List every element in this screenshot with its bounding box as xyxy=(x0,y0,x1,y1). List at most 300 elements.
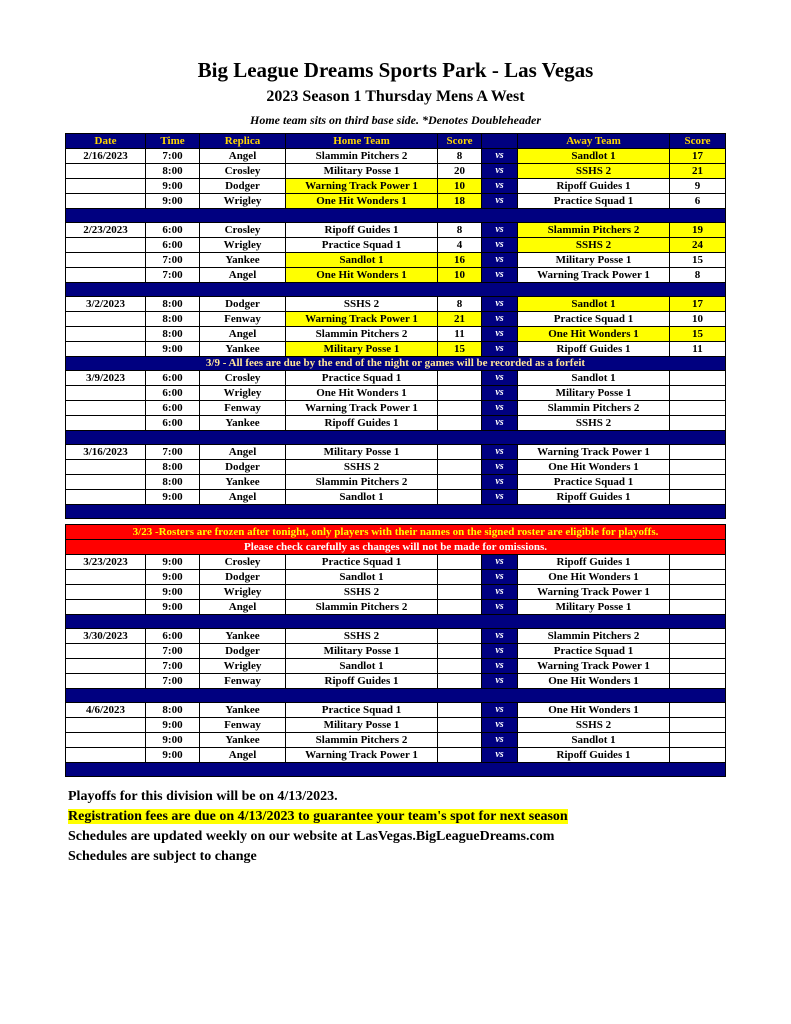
home-team-cell: Military Posse 1 xyxy=(286,718,438,733)
vs-cell: vs xyxy=(482,149,518,164)
away-team-cell: Warning Track Power 1 xyxy=(518,268,670,283)
home-team-cell: Sandlot 1 xyxy=(286,490,438,505)
away-score-cell xyxy=(670,475,726,490)
home-team-cell: Practice Squad 1 xyxy=(286,703,438,718)
time-cell: 7:00 xyxy=(146,644,200,659)
home-team-cell: Sandlot 1 xyxy=(286,570,438,585)
time-cell: 8:00 xyxy=(146,312,200,327)
away-score-cell xyxy=(670,600,726,615)
date-cell: 3/9/2023 xyxy=(66,371,146,386)
column-header-vs-spacer xyxy=(482,134,518,149)
game-row xyxy=(66,703,726,718)
time-cell: 7:00 xyxy=(146,445,200,460)
home-team-cell: Military Posse 1 xyxy=(286,644,438,659)
away-score-cell: 6 xyxy=(670,194,726,209)
replica-cell: Angel xyxy=(200,490,286,505)
replica-cell: Dodger xyxy=(200,644,286,659)
page-subtitle: 2023 Season 1 Thursday Mens A West xyxy=(266,88,525,105)
date-cell xyxy=(66,179,146,194)
replica-cell: Crosley xyxy=(200,164,286,179)
away-score-cell: 8 xyxy=(670,268,726,283)
home-score-cell xyxy=(438,600,482,615)
away-team-cell: Slammin Pitchers 2 xyxy=(518,223,670,238)
week-separator-row xyxy=(66,505,726,519)
away-team-cell: Military Posse 1 xyxy=(518,600,670,615)
week-separator xyxy=(66,689,726,703)
home-team-cell: One Hit Wonders 1 xyxy=(286,268,438,283)
roster-freeze-banner-line-2: Please check carefully as changes will not be made for omissions. xyxy=(66,540,726,555)
away-score-cell xyxy=(670,703,726,718)
away-score-cell: 17 xyxy=(670,297,726,312)
home-score-cell: 10 xyxy=(438,268,482,283)
game-row xyxy=(66,179,726,194)
home-team-cell: SSHS 2 xyxy=(286,297,438,312)
date-cell xyxy=(66,401,146,416)
away-team-cell: Slammin Pitchers 2 xyxy=(518,401,670,416)
away-team-cell: Ripoff Guides 1 xyxy=(518,555,670,570)
date-cell xyxy=(66,585,146,600)
home-team-cell: One Hit Wonders 1 xyxy=(286,194,438,209)
date-cell: 2/23/2023 xyxy=(66,223,146,238)
home-team-cell: Warning Track Power 1 xyxy=(286,401,438,416)
time-cell: 9:00 xyxy=(146,342,200,357)
away-score-cell xyxy=(670,570,726,585)
time-cell: 8:00 xyxy=(146,297,200,312)
replica-cell: Dodger xyxy=(200,460,286,475)
away-team-cell: Slammin Pitchers 2 xyxy=(518,629,670,644)
vs-cell: vs xyxy=(482,600,518,615)
vs-cell: vs xyxy=(482,164,518,179)
column-header-replica: Replica xyxy=(200,134,286,149)
game-row xyxy=(66,659,726,674)
away-score-cell xyxy=(670,644,726,659)
week-separator xyxy=(66,763,726,777)
home-team-cell: Military Posse 1 xyxy=(286,445,438,460)
away-team-cell: Sandlot 1 xyxy=(518,149,670,164)
away-score-cell xyxy=(670,733,726,748)
away-score-cell xyxy=(670,490,726,505)
away-score-cell: 17 xyxy=(670,149,726,164)
away-score-cell xyxy=(670,585,726,600)
vs-cell: vs xyxy=(482,644,518,659)
home-score-cell: 8 xyxy=(438,297,482,312)
game-row xyxy=(66,149,726,164)
replica-cell: Yankee xyxy=(200,733,286,748)
home-score-cell xyxy=(438,659,482,674)
time-cell: 9:00 xyxy=(146,600,200,615)
away-team-cell: Military Posse 1 xyxy=(518,253,670,268)
game-row xyxy=(66,371,726,386)
date-cell xyxy=(66,416,146,431)
replica-cell: Angel xyxy=(200,445,286,460)
vs-cell: vs xyxy=(482,371,518,386)
week-separator-row xyxy=(66,615,726,629)
date-cell xyxy=(66,644,146,659)
website-note: Schedules are updated weekly on our website at LasVegas.BigLeagueDreams.com xyxy=(68,829,555,844)
registration-fees-note: Registration fees are due on 4/13/2023 to guarantee your team's spot for next season xyxy=(68,809,568,824)
replica-cell: Fenway xyxy=(200,401,286,416)
home-score-cell xyxy=(438,570,482,585)
home-score-cell xyxy=(438,718,482,733)
time-cell: 9:00 xyxy=(146,733,200,748)
date-cell: 4/6/2023 xyxy=(66,703,146,718)
home-team-cell: Sandlot 1 xyxy=(286,659,438,674)
vs-cell: vs xyxy=(482,460,518,475)
game-row xyxy=(66,223,726,238)
home-team-cell: SSHS 2 xyxy=(286,629,438,644)
home-team-cell: Warning Track Power 1 xyxy=(286,312,438,327)
home-score-cell xyxy=(438,416,482,431)
game-row xyxy=(66,238,726,253)
away-team-cell: Ripoff Guides 1 xyxy=(518,490,670,505)
replica-cell: Dodger xyxy=(200,179,286,194)
home-team-cell: Slammin Pitchers 2 xyxy=(286,600,438,615)
time-cell: 9:00 xyxy=(146,555,200,570)
replica-cell: Wrigley xyxy=(200,194,286,209)
home-score-cell xyxy=(438,585,482,600)
game-row xyxy=(66,164,726,179)
home-team-cell: Ripoff Guides 1 xyxy=(286,223,438,238)
replica-cell: Wrigley xyxy=(200,585,286,600)
vs-cell: vs xyxy=(482,297,518,312)
time-cell: 7:00 xyxy=(146,659,200,674)
away-team-cell: Sandlot 1 xyxy=(518,297,670,312)
roster-freeze-banner-line-2-row xyxy=(66,540,726,555)
away-score-cell xyxy=(670,460,726,475)
vs-cell: vs xyxy=(482,416,518,431)
page-title: Big League Dreams Sports Park - Las Vegas xyxy=(197,58,594,82)
time-cell: 8:00 xyxy=(146,460,200,475)
week-separator-row xyxy=(66,431,726,445)
vs-cell: vs xyxy=(482,327,518,342)
away-score-cell xyxy=(670,416,726,431)
home-score-cell: 16 xyxy=(438,253,482,268)
home-score-cell: 15 xyxy=(438,342,482,357)
week-separator-row xyxy=(66,283,726,297)
time-cell: 8:00 xyxy=(146,327,200,342)
away-team-cell: One Hit Wonders 1 xyxy=(518,570,670,585)
home-score-cell: 4 xyxy=(438,238,482,253)
home-score-cell xyxy=(438,703,482,718)
home-team-cell: Practice Squad 1 xyxy=(286,555,438,570)
game-row xyxy=(66,748,726,763)
away-team-cell: Ripoff Guides 1 xyxy=(518,179,670,194)
away-score-cell: 11 xyxy=(670,342,726,357)
game-row xyxy=(66,312,726,327)
away-team-cell: SSHS 2 xyxy=(518,164,670,179)
away-team-cell: Sandlot 1 xyxy=(518,371,670,386)
game-row xyxy=(66,460,726,475)
away-score-cell xyxy=(670,371,726,386)
away-score-cell xyxy=(670,445,726,460)
home-score-cell xyxy=(438,401,482,416)
replica-cell: Yankee xyxy=(200,475,286,490)
game-row xyxy=(66,644,726,659)
game-row xyxy=(66,629,726,644)
replica-cell: Yankee xyxy=(200,629,286,644)
replica-cell: Angel xyxy=(200,149,286,164)
replica-cell: Fenway xyxy=(200,312,286,327)
time-cell: 7:00 xyxy=(146,253,200,268)
vs-cell: vs xyxy=(482,179,518,194)
away-team-cell: One Hit Wonders 1 xyxy=(518,327,670,342)
time-cell: 6:00 xyxy=(146,401,200,416)
home-score-cell xyxy=(438,460,482,475)
time-cell: 7:00 xyxy=(146,149,200,164)
replica-cell: Wrigley xyxy=(200,238,286,253)
time-cell: 9:00 xyxy=(146,490,200,505)
game-row xyxy=(66,297,726,312)
time-cell: 6:00 xyxy=(146,416,200,431)
away-score-cell: 19 xyxy=(670,223,726,238)
home-score-cell xyxy=(438,371,482,386)
date-cell xyxy=(66,733,146,748)
away-score-cell: 9 xyxy=(670,179,726,194)
week-separator xyxy=(66,505,726,519)
away-team-cell: Ripoff Guides 1 xyxy=(518,342,670,357)
replica-cell: Yankee xyxy=(200,342,286,357)
vs-cell: vs xyxy=(482,342,518,357)
date-cell xyxy=(66,490,146,505)
time-cell: 9:00 xyxy=(146,570,200,585)
game-row xyxy=(66,401,726,416)
away-score-cell: 15 xyxy=(670,327,726,342)
date-cell: 2/16/2023 xyxy=(66,149,146,164)
away-team-cell: One Hit Wonders 1 xyxy=(518,674,670,689)
home-team-cell: Slammin Pitchers 2 xyxy=(286,149,438,164)
home-score-cell xyxy=(438,475,482,490)
away-team-cell: Warning Track Power 1 xyxy=(518,445,670,460)
away-team-cell: Warning Track Power 1 xyxy=(518,585,670,600)
column-header-date: Date xyxy=(66,134,146,149)
game-row xyxy=(66,253,726,268)
away-team-cell: Military Posse 1 xyxy=(518,386,670,401)
week-separator xyxy=(66,209,726,223)
vs-cell: vs xyxy=(482,401,518,416)
home-team-cell: Military Posse 1 xyxy=(286,164,438,179)
time-cell: 9:00 xyxy=(146,194,200,209)
date-cell xyxy=(66,659,146,674)
week-separator-row xyxy=(66,763,726,777)
replica-cell: Wrigley xyxy=(200,386,286,401)
week-separator xyxy=(66,615,726,629)
home-score-cell xyxy=(438,445,482,460)
table-header-row xyxy=(66,134,726,149)
replica-cell: Dodger xyxy=(200,570,286,585)
home-score-cell xyxy=(438,644,482,659)
vs-cell: vs xyxy=(482,194,518,209)
game-row xyxy=(66,416,726,431)
schedule-table xyxy=(65,133,726,777)
away-score-cell xyxy=(670,718,726,733)
date-cell xyxy=(66,674,146,689)
vs-cell: vs xyxy=(482,386,518,401)
time-cell: 9:00 xyxy=(146,718,200,733)
replica-cell: Crosley xyxy=(200,555,286,570)
vs-cell: vs xyxy=(482,674,518,689)
home-score-cell xyxy=(438,629,482,644)
game-row xyxy=(66,490,726,505)
away-team-cell: One Hit Wonders 1 xyxy=(518,703,670,718)
date-cell xyxy=(66,268,146,283)
home-score-cell: 8 xyxy=(438,149,482,164)
week-separator-row xyxy=(66,689,726,703)
game-row xyxy=(66,268,726,283)
away-team-cell: Practice Squad 1 xyxy=(518,475,670,490)
home-team-note: Home team sits on third base side. *Denotes Doubleheader xyxy=(250,113,541,127)
home-team-cell: Military Posse 1 xyxy=(286,342,438,357)
vs-cell: vs xyxy=(482,703,518,718)
replica-cell: Crosley xyxy=(200,371,286,386)
replica-cell: Yankee xyxy=(200,416,286,431)
time-cell: 7:00 xyxy=(146,268,200,283)
date-cell xyxy=(66,194,146,209)
game-row xyxy=(66,555,726,570)
date-cell xyxy=(66,718,146,733)
date-cell: 3/2/2023 xyxy=(66,297,146,312)
home-team-cell: Sandlot 1 xyxy=(286,253,438,268)
vs-cell: vs xyxy=(482,570,518,585)
vs-cell: vs xyxy=(482,629,518,644)
date-cell xyxy=(66,164,146,179)
playoffs-note: Playoffs for this division will be on 4/13/2023. xyxy=(68,789,338,804)
time-cell: 9:00 xyxy=(146,179,200,194)
home-score-cell: 11 xyxy=(438,327,482,342)
game-row xyxy=(66,674,726,689)
home-score-cell: 18 xyxy=(438,194,482,209)
date-cell: 3/16/2023 xyxy=(66,445,146,460)
game-row xyxy=(66,194,726,209)
home-team-cell: Ripoff Guides 1 xyxy=(286,416,438,431)
date-cell xyxy=(66,600,146,615)
vs-cell: vs xyxy=(482,748,518,763)
column-header-home-team: Home Team xyxy=(286,134,438,149)
home-score-cell xyxy=(438,748,482,763)
away-score-cell xyxy=(670,674,726,689)
home-score-cell: 8 xyxy=(438,223,482,238)
home-score-cell xyxy=(438,733,482,748)
date-cell xyxy=(66,312,146,327)
away-score-cell xyxy=(670,659,726,674)
game-row xyxy=(66,733,726,748)
replica-cell: Yankee xyxy=(200,253,286,268)
week-separator-row xyxy=(66,209,726,223)
away-score-cell xyxy=(670,629,726,644)
away-score-cell xyxy=(670,386,726,401)
replica-cell: Fenway xyxy=(200,718,286,733)
vs-cell: vs xyxy=(482,475,518,490)
column-header-home-score: Score xyxy=(438,134,482,149)
date-cell xyxy=(66,748,146,763)
time-cell: 6:00 xyxy=(146,386,200,401)
time-cell: 9:00 xyxy=(146,585,200,600)
time-cell: 6:00 xyxy=(146,238,200,253)
away-team-cell: Practice Squad 1 xyxy=(518,644,670,659)
time-cell: 7:00 xyxy=(146,674,200,689)
away-score-cell: 10 xyxy=(670,312,726,327)
home-team-cell: SSHS 2 xyxy=(286,460,438,475)
home-team-cell: Practice Squad 1 xyxy=(286,238,438,253)
game-row xyxy=(66,570,726,585)
replica-cell: Dodger xyxy=(200,297,286,312)
vs-cell: vs xyxy=(482,490,518,505)
date-cell xyxy=(66,238,146,253)
date-cell xyxy=(66,342,146,357)
home-team-cell: Warning Track Power 1 xyxy=(286,179,438,194)
game-row xyxy=(66,475,726,490)
time-cell: 8:00 xyxy=(146,475,200,490)
time-cell: 8:00 xyxy=(146,164,200,179)
game-row xyxy=(66,327,726,342)
away-team-cell: SSHS 2 xyxy=(518,238,670,253)
away-score-cell: 21 xyxy=(670,164,726,179)
away-team-cell: SSHS 2 xyxy=(518,718,670,733)
game-row xyxy=(66,445,726,460)
away-score-cell xyxy=(670,748,726,763)
vs-cell: vs xyxy=(482,585,518,600)
time-cell: 6:00 xyxy=(146,629,200,644)
vs-cell: vs xyxy=(482,718,518,733)
home-team-cell: SSHS 2 xyxy=(286,585,438,600)
time-cell: 9:00 xyxy=(146,748,200,763)
date-cell xyxy=(66,327,146,342)
replica-cell: Crosley xyxy=(200,223,286,238)
replica-cell: Angel xyxy=(200,327,286,342)
vs-cell: vs xyxy=(482,555,518,570)
replica-cell: Angel xyxy=(200,268,286,283)
date-cell xyxy=(66,386,146,401)
away-team-cell: Practice Squad 1 xyxy=(518,312,670,327)
home-score-cell: 10 xyxy=(438,179,482,194)
away-team-cell: One Hit Wonders 1 xyxy=(518,460,670,475)
date-cell xyxy=(66,460,146,475)
home-score-cell: 20 xyxy=(438,164,482,179)
replica-cell: Wrigley xyxy=(200,659,286,674)
away-team-cell: Sandlot 1 xyxy=(518,733,670,748)
away-team-cell: Practice Squad 1 xyxy=(518,194,670,209)
time-cell: 6:00 xyxy=(146,371,200,386)
away-score-cell xyxy=(670,555,726,570)
footer-notes xyxy=(68,787,791,867)
time-cell: 8:00 xyxy=(146,703,200,718)
home-team-cell: Slammin Pitchers 2 xyxy=(286,733,438,748)
away-score-cell: 15 xyxy=(670,253,726,268)
home-team-cell: Warning Track Power 1 xyxy=(286,748,438,763)
fees-due-note-row xyxy=(66,357,726,371)
date-cell: 3/30/2023 xyxy=(66,629,146,644)
vs-cell: vs xyxy=(482,223,518,238)
column-header-time: Time xyxy=(146,134,200,149)
game-row xyxy=(66,600,726,615)
column-header-away-score: Score xyxy=(670,134,726,149)
week-separator xyxy=(66,431,726,445)
subject-to-change-note: Schedules are subject to change xyxy=(68,849,257,864)
game-row xyxy=(66,585,726,600)
home-score-cell xyxy=(438,674,482,689)
home-score-cell: 21 xyxy=(438,312,482,327)
date-cell xyxy=(66,475,146,490)
replica-cell: Yankee xyxy=(200,703,286,718)
home-team-cell: Ripoff Guides 1 xyxy=(286,674,438,689)
replica-cell: Fenway xyxy=(200,674,286,689)
away-score-cell: 24 xyxy=(670,238,726,253)
vs-cell: vs xyxy=(482,312,518,327)
vs-cell: vs xyxy=(482,733,518,748)
replica-cell: Angel xyxy=(200,748,286,763)
away-score-cell xyxy=(670,401,726,416)
home-team-cell: One Hit Wonders 1 xyxy=(286,386,438,401)
home-team-cell: Practice Squad 1 xyxy=(286,371,438,386)
